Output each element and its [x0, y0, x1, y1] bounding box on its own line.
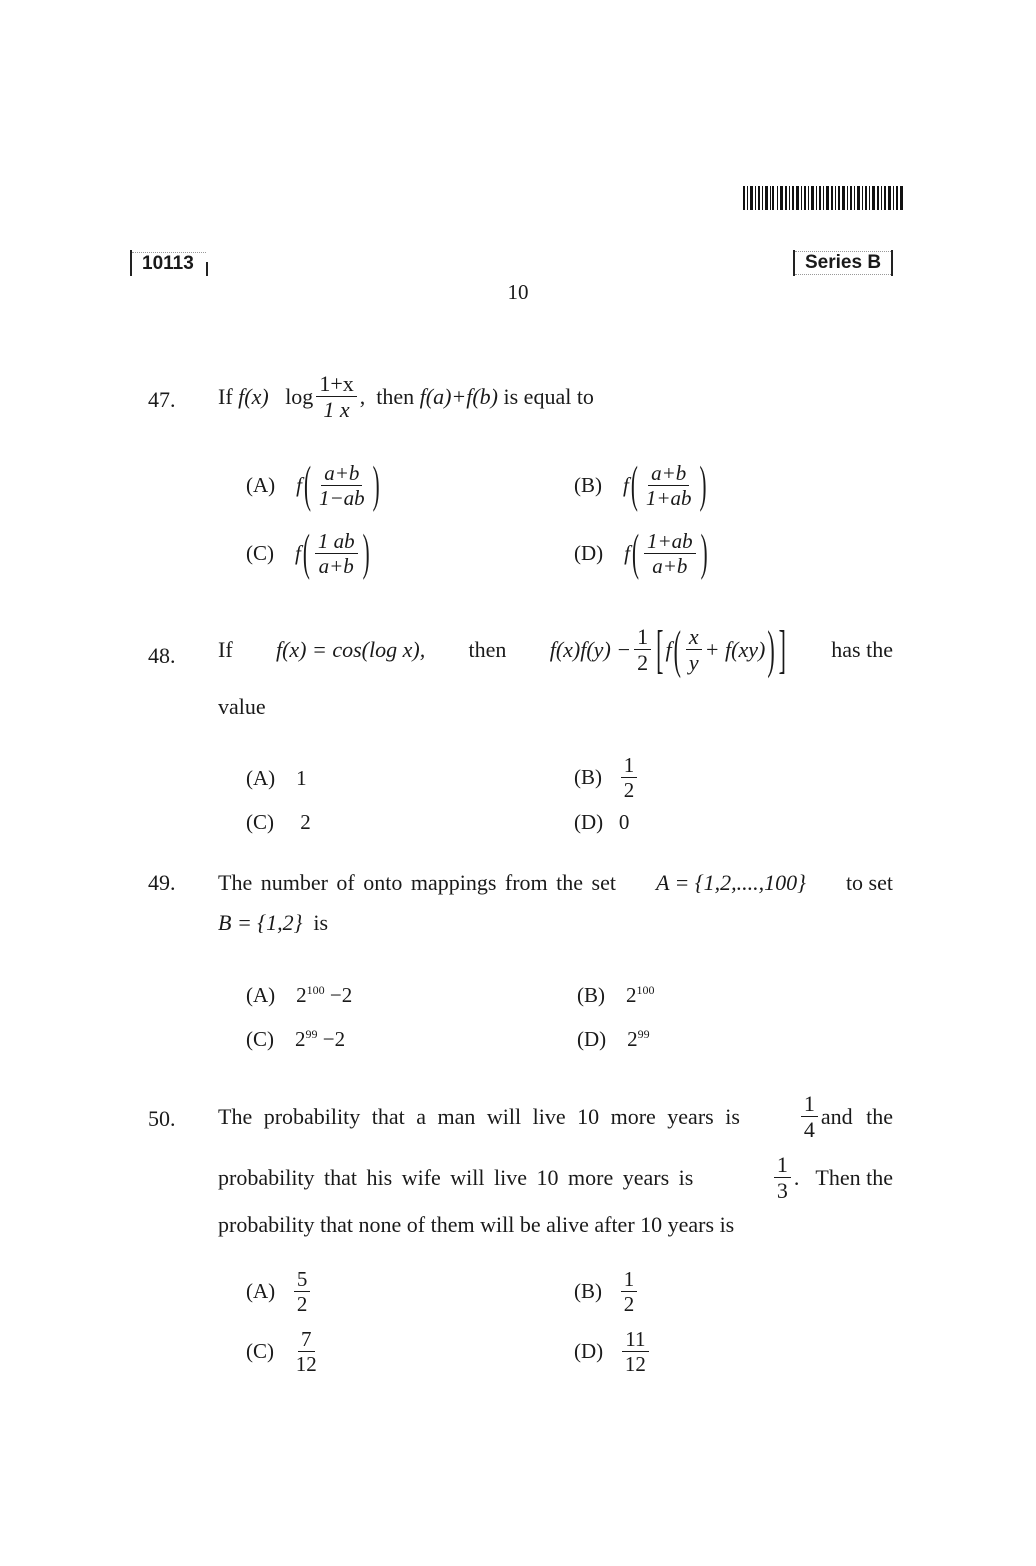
fraction-denominator: 1 x: [323, 397, 350, 423]
option-label: (A): [246, 983, 276, 1007]
stem-math: + f(xy): [704, 636, 766, 662]
fraction-denominator: a+b: [652, 554, 688, 579]
fraction-denominator: 2: [623, 1292, 635, 1317]
fraction: [315, 530, 358, 577]
fraction-numerator: 5: [294, 1268, 311, 1292]
option-label: (A): [246, 1279, 276, 1304]
stem-math: f(x): [238, 383, 269, 409]
stem-text: ,: [359, 383, 366, 409]
series-label: Series B: [795, 251, 891, 275]
option-c[interactable]: [246, 1027, 345, 1052]
question-stem-line: [218, 910, 328, 936]
option-d[interactable]: [577, 1027, 650, 1052]
stem-text: If: [218, 636, 233, 662]
paper-code-box: [130, 248, 208, 278]
fraction: [634, 625, 651, 674]
fraction: [801, 1092, 818, 1141]
fraction-denominator: 1−ab: [319, 486, 365, 511]
option-d[interactable]: (D) f ( $\frac{1+ab}{a+b}$ ): [574, 523, 708, 582]
stem-math: f: [665, 636, 672, 662]
option-c[interactable]: [246, 810, 311, 835]
question-number: 49.: [148, 870, 176, 895]
option-base: 2: [627, 1027, 638, 1051]
fraction-numerator: 7: [298, 1328, 315, 1352]
option-b[interactable]: [574, 754, 640, 801]
question-stem-line: value: [218, 694, 266, 719]
option-label: (C): [246, 1339, 274, 1364]
option-base: 2: [296, 983, 307, 1007]
fraction-denominator: 4: [803, 1117, 815, 1143]
option-a[interactable]: [246, 983, 352, 1008]
option-a[interactable]: [246, 1268, 313, 1315]
fraction: [294, 1268, 311, 1315]
option-label: (D): [577, 1027, 607, 1051]
stem-math: log: [285, 383, 314, 409]
fraction-numerator: a+b: [321, 462, 362, 486]
stem-math: f(a)+f(b): [419, 383, 498, 409]
fraction-numerator: 1+ab: [644, 530, 696, 554]
fraction: [774, 1153, 791, 1202]
option-value: 1: [296, 766, 307, 790]
stem-text: probability that his wife will live 10 more years is: [218, 1164, 694, 1190]
question-stem-line: [218, 1153, 893, 1202]
stem-math: f(x)f(y) −: [549, 636, 632, 662]
option-label: (D): [574, 810, 604, 834]
stem-text: The probability that a man will live 10 more years is: [218, 1103, 740, 1129]
stem-text: is equal to: [503, 383, 594, 409]
fraction-denominator: 3: [776, 1178, 788, 1204]
fraction-denominator: y: [688, 650, 699, 676]
option-math: f: [623, 473, 629, 498]
option-label: (B): [574, 473, 602, 498]
question-stem-line: probability that none of them will be alive after 10 years is: [218, 1212, 735, 1237]
fraction-denominator: 12: [295, 1352, 317, 1377]
option-exponent: 100: [636, 983, 655, 997]
fraction-numerator: 1: [634, 625, 651, 650]
fraction: [621, 754, 638, 801]
option-label: (A): [246, 473, 276, 498]
option-exponent: 99: [305, 1027, 318, 1041]
option-label: (A): [246, 766, 276, 790]
stem-text: then: [468, 636, 507, 662]
option-math: f: [296, 473, 302, 498]
option-label: (B): [577, 983, 605, 1007]
fraction: [622, 1328, 649, 1375]
option-label: (C): [246, 810, 274, 834]
fraction-denominator: 1+ab: [645, 486, 692, 511]
fraction-denominator: a+b: [318, 554, 354, 579]
option-b[interactable]: [574, 1268, 640, 1315]
option-d[interactable]: [574, 1328, 652, 1375]
fraction-numerator: 1: [801, 1092, 818, 1117]
series-box: [793, 248, 893, 278]
stem-text: then: [376, 383, 415, 409]
option-b[interactable]: [577, 983, 655, 1008]
option-exponent: 100: [306, 983, 325, 997]
fraction: [316, 462, 368, 509]
stem-text: is: [313, 910, 329, 935]
stem-text: If: [218, 383, 233, 409]
question-stem: [218, 1092, 893, 1141]
stem-text: and the: [820, 1103, 893, 1129]
fraction: [644, 530, 696, 577]
fraction-denominator: 2: [296, 1292, 308, 1317]
option-label: (D): [574, 541, 604, 566]
page-number: 10: [507, 280, 529, 304]
option-c[interactable]: (C) f ( $\frac{1 ab}{a+b}$ ): [246, 523, 370, 582]
fraction: [293, 1328, 320, 1375]
option-value: 2: [300, 810, 311, 834]
question-number: 47.: [148, 387, 176, 412]
option-label: (B): [574, 765, 602, 790]
option-math: f: [624, 541, 630, 566]
option-d[interactable]: [574, 810, 629, 835]
question-stem: [218, 870, 893, 896]
question-number: 48.: [148, 643, 176, 668]
fraction-denominator: 2: [637, 650, 649, 676]
option-exponent: 99: [637, 1027, 650, 1041]
fraction-numerator: 1: [621, 754, 638, 778]
fraction-numerator: 1 ab: [315, 530, 358, 554]
fraction-denominator: 2: [623, 778, 635, 803]
fraction-numerator: a+b: [648, 462, 689, 486]
option-label: (C): [246, 541, 274, 566]
barcode: [743, 186, 903, 210]
fraction: [686, 625, 702, 674]
option-label: (D): [574, 1339, 604, 1364]
stem-text: The number of onto mappings from the set: [218, 870, 616, 895]
fraction: [316, 372, 356, 421]
option-c[interactable]: [246, 1328, 323, 1375]
stem-text: to set: [845, 870, 893, 895]
fraction-numerator: 1: [621, 1268, 638, 1292]
option-value: 0: [618, 810, 630, 834]
fraction-numerator: 11: [622, 1328, 648, 1352]
stem-text: has the: [831, 636, 893, 662]
option-a[interactable]: [246, 766, 307, 791]
paper-code: 10113: [132, 252, 206, 275]
fraction: [643, 462, 695, 509]
fraction: [621, 1268, 638, 1315]
question-stem: [218, 372, 594, 421]
stem-math: B = {1,2}: [218, 910, 303, 935]
option-value: −2: [324, 983, 353, 1007]
question-number: 50.: [148, 1106, 176, 1131]
option-label: (C): [246, 1027, 274, 1051]
option-base: 2: [626, 983, 637, 1007]
option-math: f: [295, 541, 301, 566]
option-b[interactable]: (B) f ( $\frac{a+b}{1+ab}$ ): [574, 455, 707, 514]
fraction-denominator: 12: [624, 1352, 646, 1377]
fraction-numerator: 1: [774, 1153, 791, 1178]
stem-text: . Then the: [793, 1164, 893, 1190]
stem-math: f(x) = cos(log x),: [275, 636, 426, 662]
option-label: (B): [574, 1279, 602, 1304]
option-base: 2: [295, 1027, 306, 1051]
option-value: −2: [317, 1027, 346, 1051]
fraction-numerator: 1+x: [316, 372, 356, 397]
stem-math: A = {1,2,....,100}: [655, 870, 806, 895]
fraction-numerator: x: [686, 625, 702, 650]
question-stem: If f(x) = cos(log x), then f(x)f(y) − $\frac{1}{2}$ [ f ( $\frac{x}{y}$ + f(xy) ) ] has the: [218, 618, 893, 679]
option-a[interactable]: (A) f ( $\frac{a+b}{1-ab}$ ): [246, 455, 380, 514]
